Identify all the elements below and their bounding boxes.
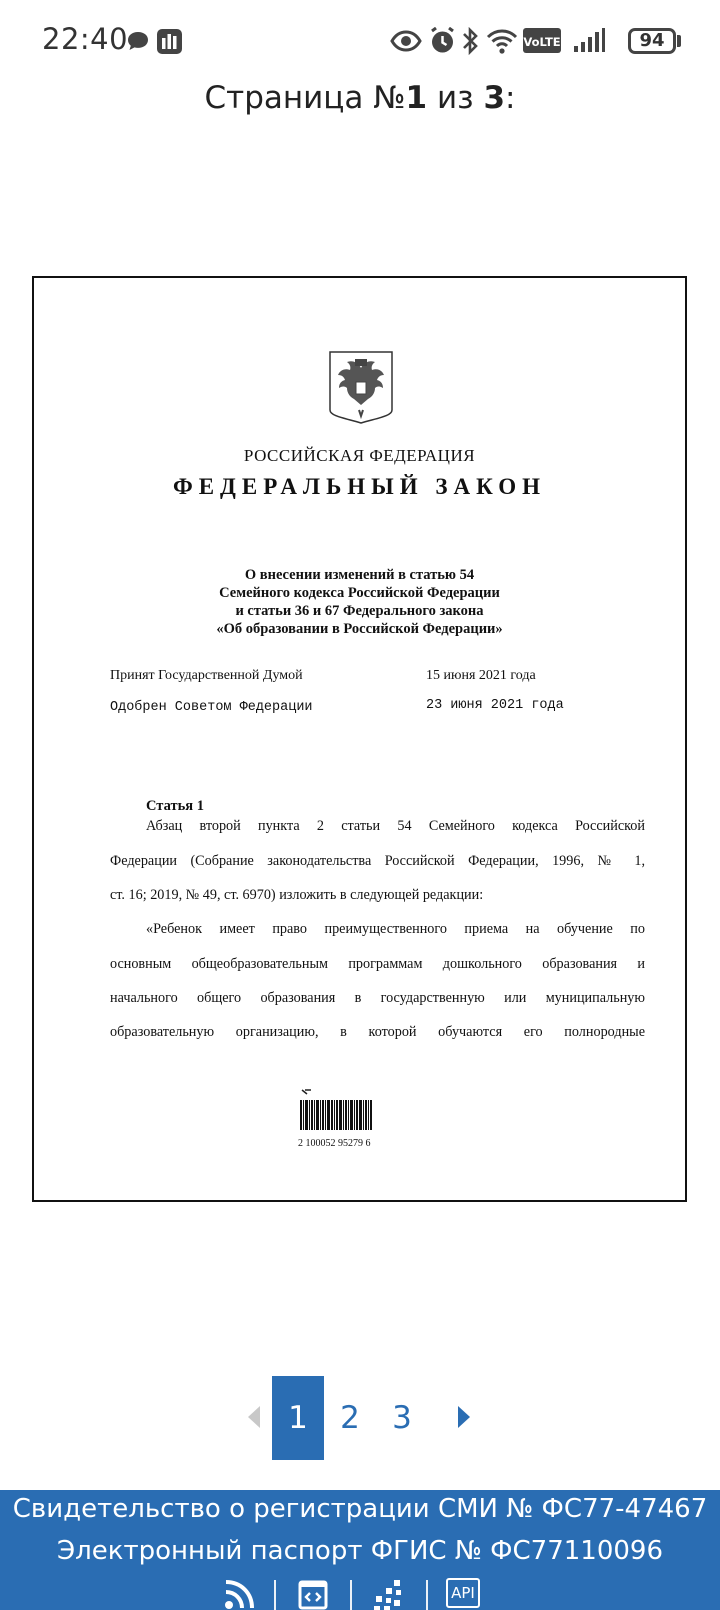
doc-body-line: ст. 16; 2019, № 49, ст. 6970) изложить в следующей редакции: bbox=[110, 887, 484, 903]
bluetooth-icon bbox=[460, 27, 480, 55]
next-page-icon[interactable] bbox=[458, 1406, 470, 1428]
doc-subject-line: Семейного кодекса Российской Федерации bbox=[219, 585, 500, 601]
doc-article-title: Статья 1 bbox=[146, 798, 204, 814]
page-title bbox=[0, 80, 720, 116]
page-title-current: 1 bbox=[405, 80, 428, 116]
volte-icon bbox=[523, 28, 561, 53]
svg-text:VoLTE: VoLTE bbox=[523, 35, 561, 49]
page-link-3[interactable]: 3 bbox=[392, 1400, 412, 1436]
doc-subject-line: «Об образовании в Российской Федерации» bbox=[216, 621, 503, 637]
alarm-icon bbox=[429, 27, 456, 55]
doc-subject-line: и статьи 36 и 67 Федерального закона bbox=[235, 603, 484, 619]
page-link-1[interactable]: 1 bbox=[272, 1376, 324, 1460]
doc-approved-label: Одобрен Советом Федерации bbox=[110, 700, 313, 715]
doc-body-line: «Ребенок имеет право преимущественного приема на обучение по bbox=[146, 921, 645, 937]
doc-approved-date: 23 июня 2021 года bbox=[426, 698, 564, 713]
doc-body-line: образовательную организацию, в которой обучаются его полнородные bbox=[110, 1024, 645, 1040]
footer-separator bbox=[350, 1580, 352, 1610]
prev-page-icon[interactable] bbox=[248, 1406, 260, 1428]
footer bbox=[0, 1490, 720, 1610]
message-icon bbox=[126, 30, 150, 52]
battery-icon: 94 bbox=[628, 28, 676, 54]
doc-subject bbox=[34, 566, 685, 638]
doc-subject-line: О внесении изменений в статью 54 bbox=[244, 567, 475, 583]
barcode-icon bbox=[296, 1088, 386, 1138]
api-button[interactable] bbox=[446, 1578, 480, 1608]
footer-separator bbox=[426, 1580, 428, 1610]
doc-adopted-label: Принят Государственной Думой bbox=[110, 668, 303, 683]
battery-tip bbox=[677, 35, 681, 47]
doc-adopted-date: 15 июня 2021 года bbox=[426, 668, 536, 683]
eye-icon bbox=[390, 30, 422, 52]
page-title-middle: из bbox=[427, 80, 484, 116]
page-title-prefix: Страница № bbox=[204, 80, 406, 116]
page-title-total: 3 bbox=[483, 80, 506, 116]
embed-code-icon[interactable] bbox=[298, 1578, 328, 1610]
barcode-number: 2 100052 95279 6 bbox=[298, 1138, 371, 1149]
footer-passport: Электронный паспорт ФГИС № ФС77110096 bbox=[56, 1536, 664, 1566]
status-time: 22:40 bbox=[42, 22, 129, 56]
footer-registration: Свидетельство о регистрации СМИ № ФС77-47467 bbox=[12, 1494, 708, 1524]
open-data-icon[interactable] bbox=[372, 1578, 404, 1610]
api-label: API bbox=[451, 1584, 475, 1602]
rss-icon[interactable] bbox=[224, 1578, 254, 1610]
doc-body-line: Абзац второй пункта 2 статьи 54 Семейного кодекса Российской bbox=[146, 818, 645, 834]
app-icon bbox=[156, 28, 183, 55]
doc-body-line: основным общеобразовательным программам дошкольного образования и bbox=[110, 956, 645, 972]
coat-of-arms-icon bbox=[328, 350, 394, 424]
wifi-icon bbox=[486, 27, 518, 55]
page-link-2[interactable]: 2 bbox=[340, 1400, 360, 1436]
status-bar bbox=[0, 0, 720, 84]
doc-country: РОССИЙСКАЯ ФЕДЕРАЦИЯ bbox=[243, 446, 476, 465]
document-page-image bbox=[32, 276, 687, 1202]
signal-icon bbox=[572, 28, 606, 54]
doc-law-type: ФЕДЕРАЛЬНЫЙ ЗАКОН bbox=[172, 474, 547, 499]
doc-body-line: начального общего образования в государственную или муниципальную bbox=[110, 990, 645, 1006]
doc-body-line: Федерации (Собрание законодательства Российской Федерации, 1996, № 1, bbox=[110, 853, 645, 869]
footer-separator bbox=[274, 1580, 276, 1610]
page-title-suffix: : bbox=[505, 80, 516, 116]
